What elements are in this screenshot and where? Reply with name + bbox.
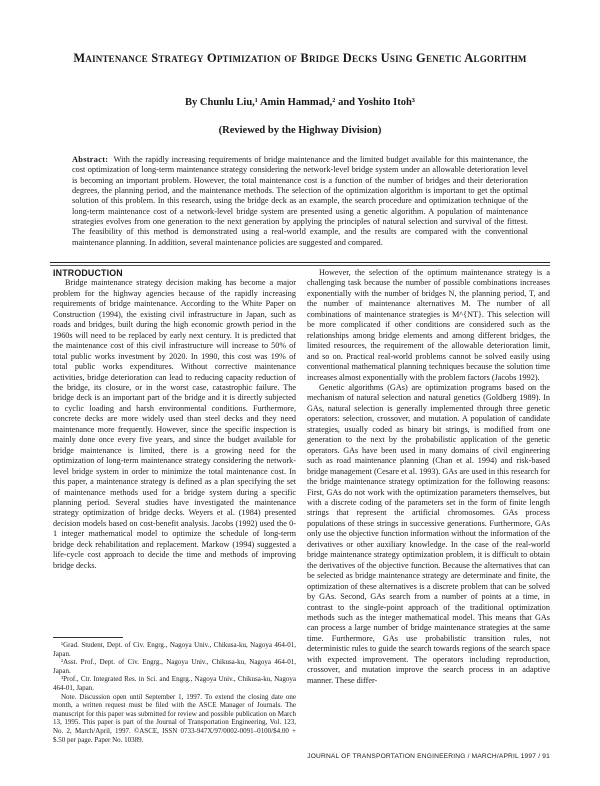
- right-column: [307, 268, 550, 686]
- body-paragraph: Bridge maintenance strategy decision making has become a major problem for the highway agencies because of the rapidly increasing requirements of bridge maintenance. According to the White Paper on Construction (1994), the existing civil infrastructure in Japan, such as roads and bridges, built during the high economic growth period in the 1960s will need to be replaced by early next century. It is predicted that the maintenance cost of this civil infrastructure will increase to 50% of total public works investment by 2020. In 1990, this cost was 19% of total public works expenditures. Without corrective maintenance activities, bridge deterioration can lead to reducing capacity reduction of the bridge, its closure, or in the worst case, catastrophic failure. The bridge deck is an important part of the bridge and it is directly subjected to cyclic loading and harsh environmental conditions. Furthermore, concrete decks are more widely used than steel decks and they need maintenance more frequently. However, since the specific inspection is mainly done once every five years, and since the budget available for bridge maintenance is limited, there is a growing need for the optimization of long-term maintenance strategy considering the network-level bridge system in order to minimize the total maintenance cost. In this paper, a maintenance strategy is defined as a plan specifying the set of maintenance methods used for a bridge system during a specific planning period. Several studies have investigated the maintenance strategy optimization of bridge decks. Weyers et al. (1984) presented decision models based on cost-benefit analysis. Jacobs (1992) used the 0-1 integer mathematical model to optimize the schedule of long-term bridge deck rehabilitation and replacement. Markow (1994) suggested a life-cycle cost approach to decide the time and methods of improving bridge decks.: [53, 278, 296, 570]
- body-paragraph: However, the selection of the optimum maintenance strategy is a challenging task because the number of possible combinations increases exponentially with the number of bridges N, the planning period, T, and the number of maintenance alternatives M. The number of all combinations of maintenance strategies is M^{NT}. This selection will be more complicated if other conditions are considered such as the relationships among bridge elements and among different bridges, the limited resources, the requirement of the allowable deterioration limit, and so on. Practical real-world problems cannot be solved easily using conventional mathematical planning techniques because the solution time increases almost exponentially with the problem factors (Jacobs 1992).: [307, 268, 550, 382]
- footnote-rule: [53, 637, 123, 638]
- journal-footer: JOURNAL OF TRANSPORTATION ENGINEERING / MARCH/APRIL 1997 / 91: [307, 753, 550, 760]
- introduction-heading: INTRODUCTION: [53, 268, 123, 278]
- section-rule: [50, 262, 550, 263]
- paper-title: Maintenance Strategy Optimization of Bridge Decks Using Genetic Algorithm: [73, 51, 527, 65]
- author-line: By Chunlu Liu,¹ Amin Hammad,² and Yoshito Itoh³: [185, 97, 415, 108]
- abstract: [72, 155, 528, 248]
- footnotes: [53, 641, 296, 744]
- footnote: ¹Grad. Student, Dept. of Civ. Engrg., Nagoya Univ., Chikusa-ku, Nagoya 464-01, Japan.: [53, 641, 296, 658]
- body-paragraph: Genetic algorithms (GAs) are optimization programs based on the mechanism of natural selection and natural genetics (Goldberg 1989). In GAs, natural selection is generally implemented through three genetic operators: selection, crossover, and mutation. A population of candidate strategies, usually coded as binary bit strings, is modified from one generation to the next by the probabilistic application of the genetic operators. GAs have been used in many domains of civil engineering such as road maintenance planning (Chan et al. 1994) and risk-based bridge management (Cesare et al. 1993). GAs are used in this research for the bridge maintenance strategy optimization for the following reasons: First, GAs do not work with the optimization parameters themselves, but with a discrete coding of the parameters set in the form of finite length strings that represent the artificial chromosomes. GAs process populations of these strings in successive generations. Furthermore, GAs only use the objective function information without the information of the derivatives or other auxiliary knowledge. In the case of the real-world bridge maintenance strategy optimization problem, it is difficult to obtain the derivatives of the objective function. Because the alternatives that can be selected as bridge maintenance strategy are determinate and finite, the optimization of these alternatives is a discrete problem that can be solved by GAs. Second, GAs search from a number of points at a time, in contrast to the single-point approach of the traditional optimization methods such as the integer mathematical model. This means that GAs can process a large number of bridge maintenance strategies at the same time. Furthermore, GAs use probabilistic transition rules, not deterministic rules to guide the search towards regions of the search space with expected improvement. The operators including reproduction, crossover, and mutation improve the search process in an adaptive manner. These differ-: [307, 382, 550, 685]
- footnote-note: Note. Discussion open until September 1, 1997. To extend the closing date one month, a written request must be filed with the ASCE Manager of Journals. The manuscript for this paper was submitted for review and possible publication on March 13, 1995. This paper is part of the Journal of Transportation Engineering, Vol. 123, No. 2, March/April, 1997. ©ASCE, ISSN 0733-947X/97/0002-0091–0100/$4.00 + $.50 per page. Paper No. 10389.: [53, 692, 296, 744]
- footnote: ²Asst. Prof., Dept. of Civ. Engrg., Nagoya Univ., Chikusa-ku, Nagoya 464-01, Japan.: [53, 658, 296, 675]
- footnote: ³Prof., Ctr. Integrated Res. in Sci. and Engrg., Nagoya Univ., Chikusa-ku, Nagoya 464-01, Japan.: [53, 675, 296, 692]
- left-column: [53, 268, 296, 571]
- reviewed-by: (Reviewed by the Highway Division): [218, 125, 382, 136]
- abstract-label: Abstract:: [72, 155, 109, 164]
- section-rule-thin: [50, 265, 550, 266]
- abstract-text: With the rapidly increasing requirements of bridge maintenance and the limited budget available for this maintenance, the cost optimization of long-term maintenance strategy considering the network-level bridge system under an allowable deterioration level is becoming an important problem. However, the total maintenance cost is a function of the number of bridges and their deterioration degrees, the planning period, and the maintenance methods. The selection of the optimization algorithm is important to get the optimal solution of this problem. In this research, using the bridge deck as an example, the search procedure and optimization technique of the long-term maintenance cost of a network-level bridge system are presented using a genetic algorithm. A population of maintenance strategies evolves from one generation to the next generation by applying the principles of natural selection and survival of the fittest. The feasibility of this method is demonstrated using a real-world example, and the results are compared with the conventional maintenance planning. In addition, several maintenance policies are suggested and compared.: [72, 155, 528, 247]
